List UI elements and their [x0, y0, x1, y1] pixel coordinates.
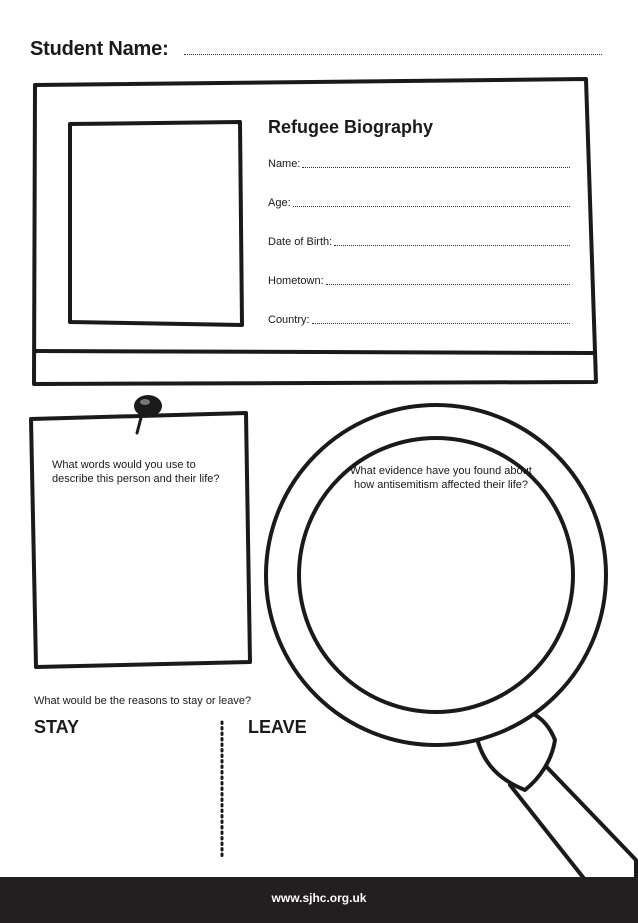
footer-url-link[interactable]: www.sjhc.org.uk	[271, 891, 367, 905]
biography-title: Refugee Biography	[268, 117, 434, 137]
stay-heading: STAY	[34, 717, 80, 737]
date-of-birth-field[interactable]	[268, 236, 570, 248]
name-field-label: Name:	[268, 158, 301, 170]
reasons-prompt: What would be the reasons to stay or leave?	[34, 695, 252, 707]
date-of-birth-field-label: Date of Birth:	[268, 236, 333, 248]
note-paper	[31, 413, 250, 667]
student-name-label: Student Name:	[30, 38, 169, 60]
photo-box	[70, 122, 242, 325]
hometown-field[interactable]	[268, 275, 570, 287]
name-field[interactable]	[268, 158, 570, 170]
magnifier-prompt: What evidence have you found about how antisemitism affected their life?	[350, 465, 532, 491]
note-prompt: What words would you use to describe this person and their life?	[52, 459, 220, 485]
age-field-label: Age:	[268, 197, 291, 209]
country-field-label: Country:	[268, 314, 310, 326]
age-field[interactable]	[268, 197, 570, 209]
id-card-divider	[34, 351, 594, 353]
country-field[interactable]	[268, 314, 570, 326]
leave-heading: LEAVE	[248, 717, 307, 737]
hometown-field-label: Hometown:	[268, 275, 324, 287]
